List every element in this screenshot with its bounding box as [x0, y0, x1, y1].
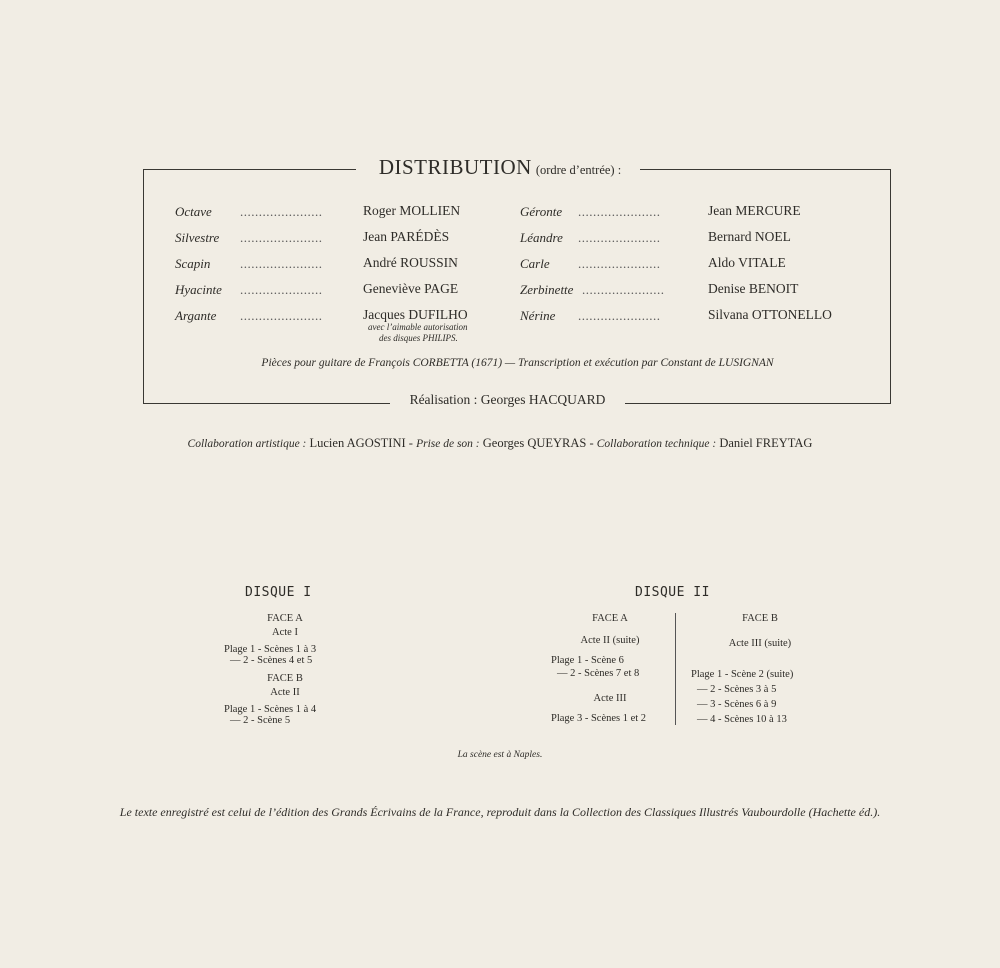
- disque-2-face-a-plage-1: Plage 1 - Scène 6: [551, 655, 624, 666]
- disque-2-face-a-acte: Acte II (suite): [580, 635, 640, 646]
- role-name: Carle: [520, 256, 550, 271]
- disque-2-title: DISQUE II: [635, 585, 710, 600]
- actor-name: Jean MERCURE: [708, 203, 801, 218]
- cast-row: [175, 256, 210, 272]
- role-name: Scapin: [175, 256, 211, 271]
- disque-1-title: DISQUE I: [245, 585, 312, 600]
- actor-name: Denise BENOIT: [708, 281, 799, 296]
- box-right-line: [890, 169, 891, 404]
- leader-dots: ......................: [240, 230, 323, 245]
- role-name: Octave: [175, 204, 212, 219]
- box-left-line: [143, 169, 144, 404]
- disque-2-face-b: FACE B: [742, 613, 778, 624]
- disque-2-face-a-acte-3: Acte III: [593, 693, 627, 704]
- actor-name: Roger MOLLIEN: [363, 203, 461, 218]
- realisation-credit: Réalisation : Georges HACQUARD: [395, 392, 620, 408]
- actor-name: Jacques DUFILHO: [363, 307, 468, 322]
- actor-name: Bernard NOEL: [708, 229, 791, 244]
- collab-name: Georges QUEYRAS -: [482, 436, 594, 450]
- disque-1-face-a: FACE A: [267, 613, 303, 624]
- guitar-pieces-credit: Pièces pour guitare de François CORBETTA (1671) — Transcription et exécution par Constant de LUSIGNAN: [261, 357, 774, 369]
- disque-2-face-b-plage-3: — 3 - Scènes 6 à 9: [697, 699, 777, 710]
- leader-dots: ......................: [240, 256, 323, 271]
- leader-dots: ......................: [240, 282, 323, 297]
- role-name: Silvestre: [175, 230, 220, 245]
- box-bottom-left-line: [143, 403, 390, 404]
- argante-note-line1: avec l’aimable autorisation: [368, 322, 468, 332]
- disque-1-face-a-plage-2: — 2 - Scènes 4 et 5: [230, 655, 313, 666]
- actor-name: Aldo VITALE: [708, 255, 786, 270]
- leader-dots: ......................: [578, 230, 661, 245]
- leader-dots: ......................: [582, 282, 665, 297]
- leader-dots: ......................: [578, 204, 661, 219]
- cast-row: [175, 282, 222, 298]
- collab-label: Collaboration artistique :: [187, 438, 307, 450]
- distribution-subtitle: (ordre d’entrée) :: [535, 163, 622, 177]
- collab-name: Lucien AGOSTINI -: [309, 436, 413, 450]
- disque-2-face-a: FACE A: [592, 613, 628, 624]
- role-name: Géronte: [520, 204, 563, 219]
- box-top-left-line: [143, 169, 356, 170]
- face-divider-line: [675, 613, 676, 725]
- disque-2-face-b-plage-2: — 2 - Scènes 3 à 5: [697, 684, 777, 695]
- disque-1-face-a-acte: Acte I: [272, 627, 298, 638]
- role-name: Argante: [175, 308, 217, 323]
- cast-row: [175, 308, 216, 324]
- leader-dots: ......................: [240, 308, 323, 323]
- cast-row: [520, 256, 550, 272]
- box-top-right-line: [636, 169, 891, 170]
- role-name: Zerbinette: [520, 282, 574, 297]
- disque-1-face-b-plage-2: — 2 - Scène 5: [230, 715, 291, 726]
- disque-2-face-a-plage-3: Plage 3 - Scènes 1 et 2: [551, 713, 647, 724]
- cast-row: [520, 308, 555, 324]
- disque-1-face-b-plage-1: Plage 1 - Scènes 1 à 4: [224, 704, 317, 715]
- collab-name: Daniel FREYTAG: [719, 436, 813, 450]
- box-bottom-right-line: [625, 403, 891, 404]
- distribution-title: [360, 155, 640, 180]
- argante-note-line2: des disques PHILIPS.: [379, 333, 458, 343]
- leader-dots: ......................: [240, 204, 323, 219]
- role-name: Léandre: [520, 230, 563, 245]
- distribution-heading: DISTRIBUTION: [378, 155, 532, 179]
- footer-text: Le texte enregistré est celui de l’édition des Grands Écrivains de la France, reproduit dans la Collection des Classiques Illustrés Vaubourdolle (Hachette éd.).: [119, 805, 881, 819]
- disque-1-face-b-acte: Acte II: [270, 687, 300, 698]
- role-name: Nérine: [520, 308, 556, 323]
- role-name: Hyacinte: [175, 282, 222, 297]
- leader-dots: ......................: [578, 256, 661, 271]
- disque-1-face-a-plage-1: Plage 1 - Scènes 1 à 3: [224, 644, 317, 655]
- actor-name: Geneviève PAGE: [363, 281, 459, 296]
- disque-1-face-b: FACE B: [267, 673, 303, 684]
- cast-row: [520, 282, 573, 298]
- actor-name: Silvana OTTONELLO: [708, 307, 832, 322]
- leader-dots: ......................: [578, 308, 661, 323]
- disque-2-face-b-acte: Acte III (suite): [728, 638, 792, 649]
- cast-row: [520, 230, 563, 246]
- collab-label: Collaboration technique :: [596, 438, 717, 450]
- cast-row: [175, 230, 219, 246]
- collab-label: Prise de son :: [416, 438, 480, 450]
- disque-2-face-b-plage-1: Plage 1 - Scène 2 (suite): [691, 669, 794, 680]
- collaboration-line: [0, 436, 1000, 451]
- scene-location-note: La scène est à Naples.: [457, 750, 543, 760]
- actor-name: André ROUSSIN: [363, 255, 458, 270]
- cast-row: [520, 204, 562, 220]
- disque-2-face-b-plage-4: — 4 - Scènes 10 à 13: [697, 714, 787, 725]
- actor-name: Jean PARÉDÈS: [363, 229, 450, 244]
- disque-2-face-a-plage-2: — 2 - Scènes 7 et 8: [557, 668, 640, 679]
- cast-row: [175, 204, 212, 220]
